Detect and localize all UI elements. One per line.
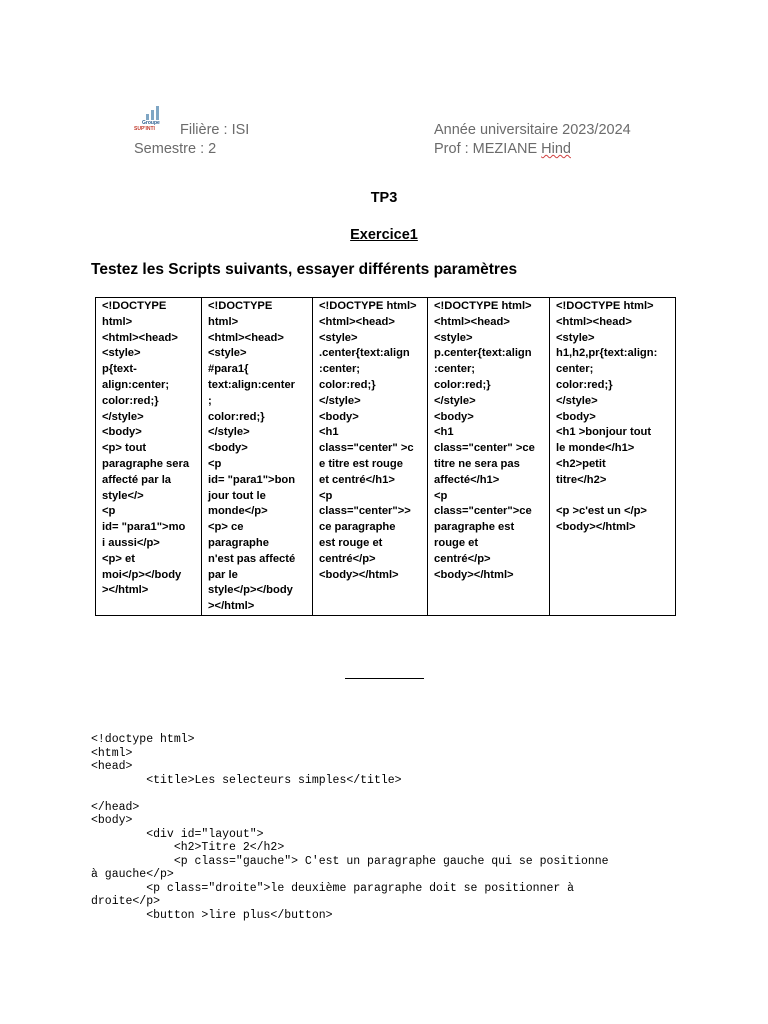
logo-text — [134, 120, 160, 132]
filiere-text: Filière : ISI — [180, 122, 250, 138]
exercise-heading — [0, 227, 768, 243]
table-row — [96, 298, 676, 616]
annee-text: Année universitaire 2023/2024 — [434, 122, 631, 138]
exercise-heading-text: Exercice1 — [350, 227, 418, 243]
code-listing: <!doctype html> <html> <head> <title>Les selecteurs simples</title> </head> <body> <div id="layout"> <h2>Titre 2</h2> <p class="gauche"> C'est un paragraphe gauche qui se positionne à gauche</p> <p class="droite">le deuxième paragraphe doit se positionner à droite</p> <button >lire plus</button> — [91, 733, 609, 922]
page-title: TP3 — [370, 190, 398, 206]
logo-line2: SUP'INTI — [134, 126, 155, 132]
scripts-table — [95, 297, 676, 616]
semestre-text: Semestre : 2 — [134, 141, 217, 157]
prof-text — [434, 141, 571, 157]
script-cell: <!DOCTYPE html> <html><head> <style> h1,h2,pr{text:align: center; color:red;} </style> <body> <h1 >bonjour tout le monde</h1> <h2>petit titre</h2> <p >c'est un </p> <body></html> — [550, 298, 676, 616]
prof-prefix: Prof : MEZIANE — [434, 141, 542, 157]
script-cell: <!DOCTYPE html> <html><head> <style> p{text- align:center; color:red;} </style> <body> <p> tout paragraphe sera affecté par la style</> <p id= "para1">mo i aussi</p> <p> et moi</p></body ></html> — [96, 298, 202, 616]
instruction-text: Testez les Scripts suivants, essayer différents paramètres — [91, 261, 518, 278]
script-cell: <!DOCTYPE html> <html><head> <style> p.center{text:align :center; color:red;} </style> <body> <h1 class="center" >ce titre ne sera pas affecté</h1> <p class="center">ce paragraphe est rouge et centré</p> <body></html> — [428, 298, 550, 616]
prof-name: Hind — [541, 141, 571, 157]
school-logo — [134, 102, 174, 134]
separator-line — [345, 678, 424, 679]
logo-line1: Groupe — [142, 120, 160, 126]
script-cell: <!DOCTYPE html> <html><head> <style> #para1{ text:align:center ; color:red;} </style> <body> <p id= "para1">bon jour tout le monde</p> <p> ce paragraphe n'est pas affecté par le style</p></body ></html> — [202, 298, 313, 616]
logo-bar — [151, 110, 154, 120]
script-cell: <!DOCTYPE html> <html><head> <style> .center{text:align :center; color:red;} </style> <body> <h1 class="center" >c e titre est rouge et centré</h1> <p class="center">> ce paragraphe est rouge et centré</p> <body></html> — [313, 298, 428, 616]
logo-bar — [156, 106, 159, 120]
